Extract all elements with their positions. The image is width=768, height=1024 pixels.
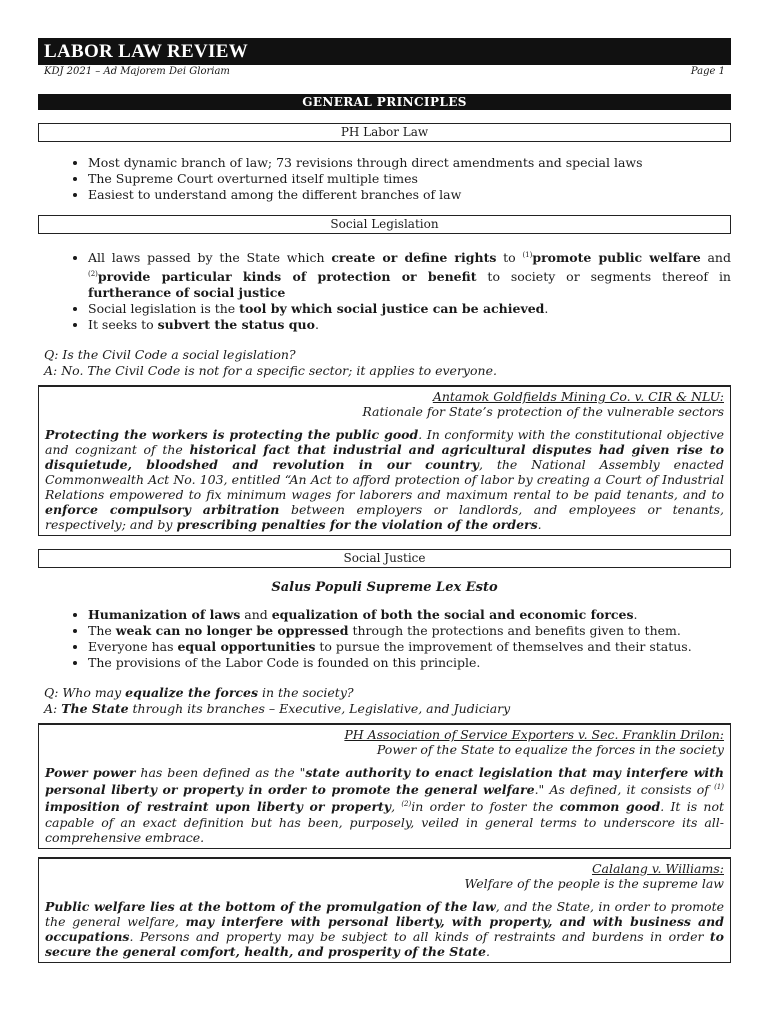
heading-social-legislation: Social Legislation [38, 215, 731, 234]
list-item: • The Supreme Court overturned itself multiple times [88, 171, 731, 187]
motto: Salus Populi Supreme Lex Esto [271, 580, 498, 596]
document-title: LABOR LAW REVIEW [38, 38, 731, 65]
list-item: • All laws passed by the State which create or define rights to $^{(1)}$promote public welfare and $^{(2)}$provide particular kinds of protection or benefit to society or segments thereof in furtherance of social justice [88, 247, 731, 301]
social-justice-list [38, 607, 731, 671]
case-title: Antamok Goldfields Mining Co. v. CIR & NLU: [432, 389, 724, 405]
document-page [38, 38, 731, 963]
case-title: Calalang v. Williams: [591, 860, 724, 876]
case-title: PH Association of Service Exporters v. Sec. Franklin Drilon: [344, 727, 724, 743]
list-item: • Everyone has equal opportunities to pursue the improvement of themselves and their status. [88, 639, 731, 655]
list-item: • The weak can no longer be oppressed through the protections and benefits given to them. [88, 623, 731, 639]
section-title: GENERAL PRINCIPLES [38, 94, 731, 110]
heading-ph-labor-law: PH Labor Law [38, 123, 731, 142]
list-item: • Humanization of laws and equalization of both the social and economic forces. [88, 607, 731, 623]
heading-social-justice: Social Justice [38, 549, 731, 568]
case-body: Power power has been defined as the "state authority to enact legislation that may interfere with personal liberty or property in order to promote the general welfare." As defined, it consists of $^{(1)}$ imposition of restraint upon liberty or property, $^{(2)}$in order to foster the common good. It is not capable of an exact definition but has been, purposely, veiled in general terms to underscore its all-comprehensive embrace. [45, 765, 724, 845]
case-subtitle: Power of the State to equalize the forces in the society [376, 742, 724, 758]
question: Q: Who may equalize the forces in the society? [44, 685, 354, 701]
list-item: • The provisions of the Labor Code is founded on this principle. [88, 655, 731, 671]
case-subtitle: Rationale for State’s protection of the vulnerable sectors [362, 404, 724, 420]
question: Q: Is the Civil Code a social legislation? [44, 347, 296, 363]
case-body: Public welfare lies at the bottom of the promulgation of the law, and the State, in order to promote the general welfare, may interfere with personal liberty, with property, and with business and occupations. Persons and property may be subject to all kinds of restraints and burdens in order to secure the general comfort, health, and prosperity of the State. [45, 898, 724, 959]
case-body: Protecting the workers is protecting the public good. In conformity with the constitutional objective and cognizant of the historical fact that industrial and agricultural disputes had given rise to disquietude, bloodshed and revolution in our country, the National Assembly enacted Commonwealth Act No. 103, entitled “An Act to afford protection of labor by creating a Court of Industrial Relations empowered to fix minimum wages for laborers and maximum rental to be paid tenants, and to enforce compulsory arbitration between employers or landlords, and employees or tenants, respectively; and by prescribing penalties for the violation of the orders. [45, 427, 724, 533]
header-meta [38, 65, 731, 81]
case-subtitle: Welfare of the people is the supreme law [464, 875, 724, 891]
list-item: • Most dynamic branch of law; 73 revisions through direct amendments and special laws [88, 155, 731, 171]
list-item: • Easiest to understand among the different branches of law [88, 187, 731, 203]
answer: A: No. The Civil Code is not for a specific sector; it applies to everyone. [44, 363, 497, 379]
page-number: Page 1 [690, 66, 725, 77]
list-item: • Social legislation is the tool by which social justice can be achieved. [88, 301, 731, 317]
case-box-antamok [38, 385, 731, 536]
social-legislation-list [38, 247, 731, 333]
ph-labor-law-list [38, 155, 731, 203]
document-subtitle: KDJ 2021 – Ad Majorem Dei Gloriam [44, 66, 230, 77]
answer: A: The State through its branches – Executive, Legislative, and Judiciary [44, 701, 511, 717]
case-box-pase [38, 723, 731, 848]
list-item: • It seeks to subvert the status quo. [88, 317, 731, 333]
case-box-calalang [38, 857, 731, 963]
